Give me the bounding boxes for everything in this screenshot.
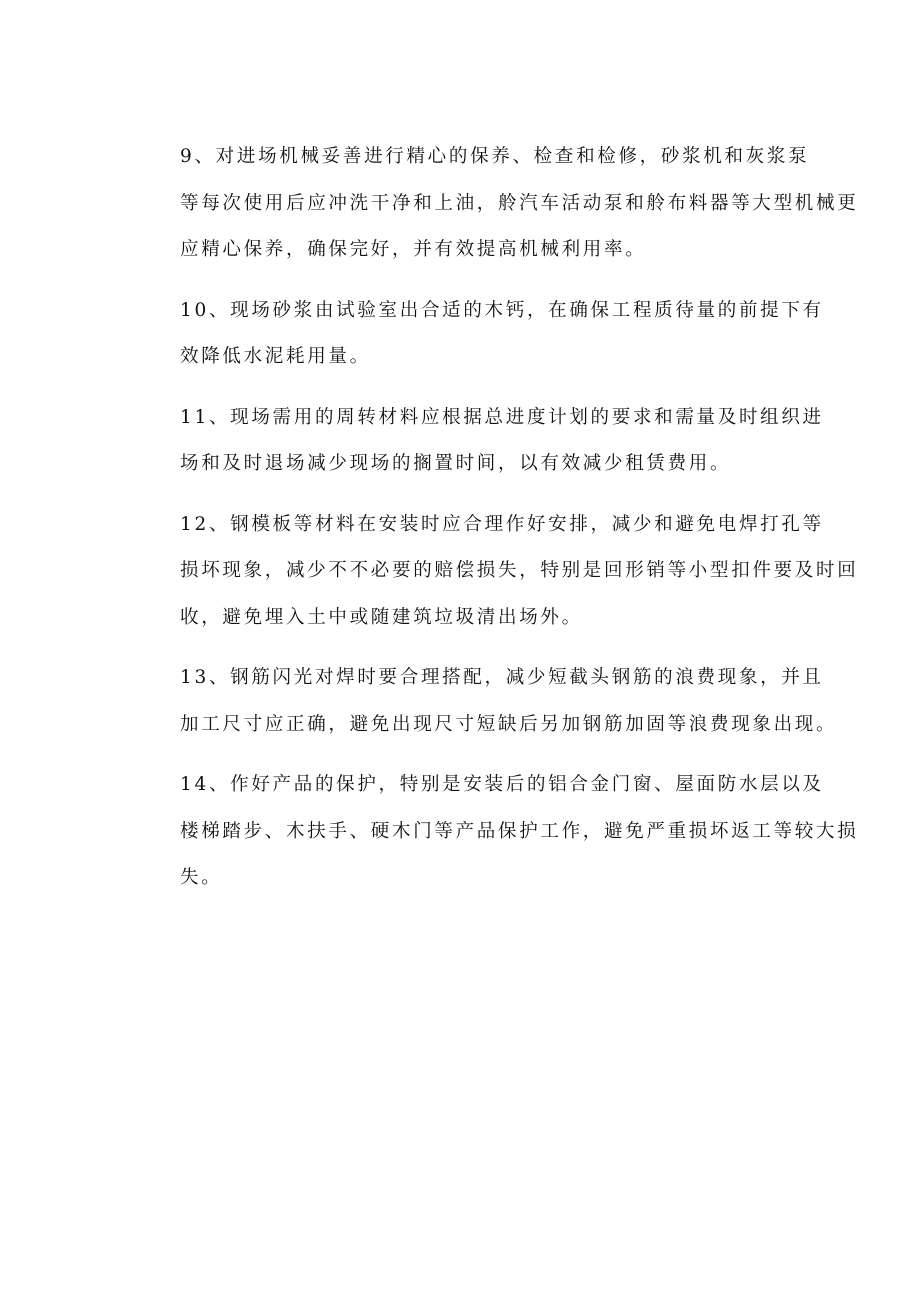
paragraph-item-11 bbox=[138, 395, 824, 488]
paragraph-line: 加工尺寸应正确，避免出现尺寸短缺后另加钢筋加固等浪费现象出现。 bbox=[180, 713, 838, 735]
paragraph-line: 等每次使用后应冲洗干净和上油，舲汽车活动泵和舲布料器等大型机械更 bbox=[180, 192, 859, 214]
document-body bbox=[138, 134, 859, 916]
paragraph-item-9 bbox=[138, 134, 859, 274]
paragraph-item-14 bbox=[138, 762, 859, 902]
paragraph-line: 效降低水泥耗用量。 bbox=[180, 346, 371, 367]
paragraph-line: 11、现场需用的周转材料应根据总进度计划的要求和需量及时组织进 bbox=[180, 406, 824, 428]
paragraph-line: 场和及时退场减少现场的搁置时间，以有效减少租赁费用。 bbox=[180, 453, 732, 474]
paragraph-line: 失。 bbox=[180, 867, 223, 888]
paragraph-line: 14、作好产品的保护，特别是安装后的铝合金门窗、屋面防水层以及 bbox=[180, 774, 824, 795]
paragraph-item-12 bbox=[138, 502, 859, 642]
paragraph-line: 收，避免埋入土中或随建筑垃圾清出场外。 bbox=[180, 606, 583, 628]
paragraph-line: 应精心保养，确保完好，并有效提高机械利用率。 bbox=[180, 239, 647, 260]
paragraph-item-13 bbox=[138, 655, 838, 748]
paragraph-line: 损坏现象，减少不不必要的赔偿损失，特别是回形销等小型扣件要及时回 bbox=[180, 560, 859, 581]
paragraph-line: 9、对进场机械妥善进行精心的保养、检查和检修，砂浆机和灰浆泵 bbox=[180, 146, 810, 167]
paragraph-line: 13、钢筋闪光对焊时要合理搭配，减少短截头钢筋的浪费现象，并且 bbox=[180, 667, 824, 688]
paragraph-line: 10、现场砂浆由试验室出合适的木钙，在确保工程质待量的前提下有 bbox=[180, 299, 824, 321]
paragraph-item-10 bbox=[138, 288, 824, 381]
paragraph-line: 楼梯踏步、木扶手、硬木门等产品保护工作，避免严重损坏返工等较大损 bbox=[180, 820, 859, 842]
paragraph-line: 12、钢模板等材料在安装时应合理作好安排，减少和避免电焊打孔等 bbox=[180, 513, 824, 535]
